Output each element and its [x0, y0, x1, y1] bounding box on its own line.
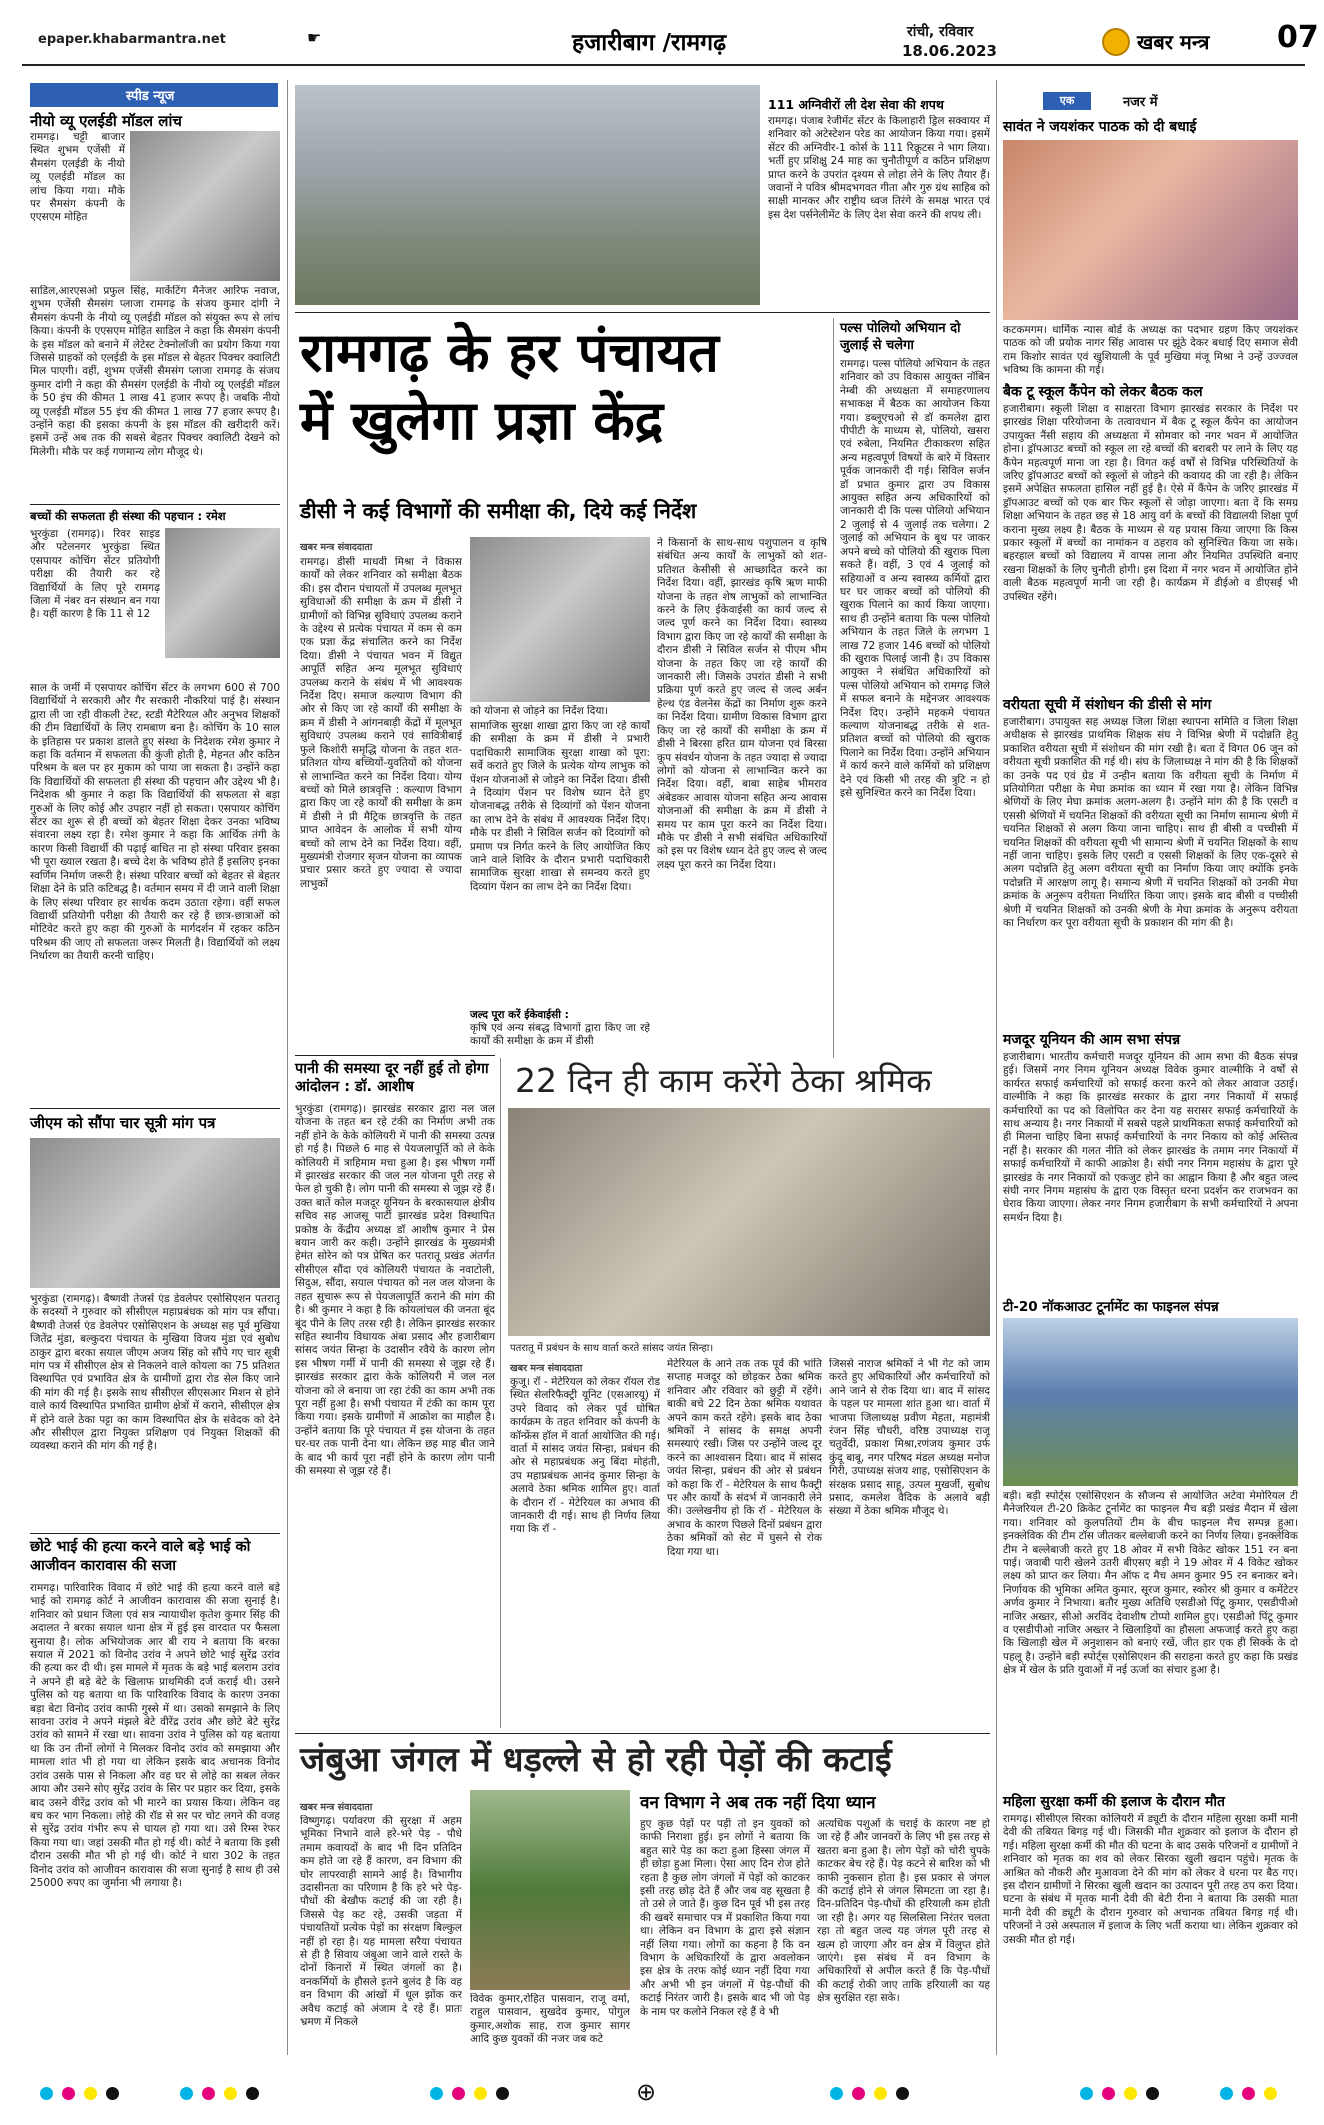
crosshair-icon: ⊕ [636, 2078, 657, 2106]
lead-column-b: सामाजिक सुरक्षा शाखा द्वारा किए जा रहे कार्यों की समीक्षा के क्रम में डीसी ने प्रभारी पदाधिकारी सामाजिक सुरक्षा शाखा को पूरा: सर्वे कराते हुए जिले के प्रत्येक योग्य लाभुक को पेंशन योजनाओं से जोड़ने का निर्देश दिया। डीसी ने दिव्यांग पेंशन पर विशेष ध्यान देते हुए योजनाबद्ध तरीके से दिव्यांगों को पेंशन योजना का लाभ देने के संबंध में आवश्यक निर्देश दिए। मौके पर डीसी ने सिविल सर्जन को दिव्यांगों को प्रमाण पत्र निर्गत करने के लिए आयोजित किए जाने वाले शिविर के दौरान प्रभारी पदाधिकारी सामाजिक सुरक्षा शाखा से समन्वय करते हुए दिव्यांग पेंशन का लाभ देने का निर्देश दिया। [470, 720, 650, 893]
lead-subheadline: डीसी ने कई विभागों की समीक्षा की, दिये कई निर्देश [300, 499, 697, 523]
contract-meeting-photo [508, 1108, 990, 1336]
right-story6-title: महिला सुरक्षा कर्मी की इलाज के दौरान मौत [1003, 1794, 1225, 1810]
right-story6-body: रामगढ़। सीसीएल सिरका कोलियरी में ड्यूटी के दौरान महिला सुरक्षा कर्मी मानी देवी की तबियत बिगड़ गई थी। जिसकी मौत शुक्रवार को इलाज के दौरान हो गई। महिला सुरक्षा कर्मी की मौत की घटना के बाद उसके परिजनों व ग्रामीणों ने शनिवार को मृतक का शव को लेकर सिरका खुली खदान पहुंचे। मृतक के आश्रित को नौकरी और मुआवजा देने की मांग को लेकर वे धरना पर बैठ गए। इस दौरान ग्रामीणों ने सिरका खुली खदान का उत्पादन पूरी तरह ठप करा दिया। घटना के संबंध में मृतक मानी देवी की बेटी रीना ने बताया कि उसकी माता मानी देवी की ड्यूटी के दौरान गुरुवार को अचानक तबियत बिगड़ गई थी। परिजनों ने उसे अस्पताल में इलाज के लिए भर्ती कराया था। लेकिन शुक्रवार को उसकी मौत हो गई। [1003, 1813, 1298, 1946]
story-samsung-body: साडिल,आरएसओ प्रफुल सिंह, मार्केटिंग मैनेजर आरिफ नवाज, शुभम एजेंसी सैमसंग प्लाजा रामगढ़ के संजय कुमार दांगी ने सैमसंग कंपनी के नीयो व्यू एलईडी मॉडल को संयुक्त रूप से लांच किया। कंपनी के एएसएम मोहित साडिल ने कहा कि सैमसंग कंपनी के इस मॉडल को बनाने में लेटेस्ट टेक्नोलॉजी का प्रयोग किया गया जिससे ग्राहकों को एलईडी के इस मॉडल से बेहतर पिक्चर क्वालिटी मिल पाएगी। वहीं, शुभम एजेंसी सैमसंग प्लाजा रामगढ़ के संजय कुमार दांगी ने कहा की सैमसंग एलईडी के नीयो व्यू एलईडी मॉडल के 50 इंच की कीमत 1 लाख 41 हजार रूपए है। जबकि नीयो व्यू एलईडी मॉडल 55 इंच की कीमत 1 लाख 77 हजार रूपए है। उन्होंने कहा की इसका कंपनी के इस मॉडल की खरीदारी करें। इसमें उन्हें अब तक की सबसे बेहतर पिक्चर क्वालिटी देखने को मिलेगी। मौके पर कई गणमान्य लोग मौजूद थे। [30, 285, 280, 458]
ek-najar-banner [1003, 92, 1298, 110]
right-story5-body: बड़ी। बड़ी स्पोर्ट्स एसोसिएशन के सौजन्य से आयोजित अटेवा मेमोरियल टी मैनेजरियल टी-20 क्रिकेट टूर्नामेंट का फाइनल मैच बड़ी प्रखंड मैदान में खेला गया। शनिवार को कुलपतियों टीम के बीच फाइनल मैच सम्पन्न हुआ। इनक्लेविक की टीम टॉस जीतकर बल्लेबाजी करने का निर्णय लिया। इनक्लेविक टीम ने बल्लेबाजी करते हुए 18 ओवर में सभी विकेट खोकर 151 रन बना पाई। जवाबी पारी खेलने उतरी बीएसए बड़ी ने 19 ओवर में 4 विकेट खोकर लक्ष्य को प्राप्त कर लिया। मैन ऑफ द मैच अमन कुमार 95 रन बनाकर बने। निर्णायक की भूमिका अमित कुमार, सूरज कुमार, स्कोरर श्री कुमार व कमेंटेटर अर्णव कुमार ने निभाया। बतौर मुख्य अतिथि एसडीओ पिंटू कुमार, एसडीपीओ नाजिर अख्तर, सीओ अरविंद देवाशीष टोप्पो शामिल हुए। एसडीओ पिंटू कुमार व एसडीपीओ नाजिर अख्तर ने खिलाड़ियों का हौसला अफजाई करते हुए कहा कि खिलाड़ी खेल में अनुशासन को बनाएं रखें, जीत हार एक ही सिक्के के दो पहलू है। उन्होंने बड़ी स्पोर्ट्स एसोसिएशन की सराहना करते हुए कहा कि प्रखंड क्षेत्र में खेल के प्रति युवाओं में नई ऊर्जा का संचार हुआ है। [1003, 1490, 1298, 1677]
lead-column-c: ने किसानों के साथ-साथ पशुपालन व कृषि संबंधित अन्य कार्यों के लाभुकों को शत-प्रतिशत केसीसी से आच्छादित करने का निर्देश दिया। वहीं, झारखंड कृषि ऋण माफी योजना के तहत शेष लाभुकों को लाभान्वित करने के लिए ईकेवाईसी का कार्य जल्द से जल्द पूर्ण करने का निर्देश दिया। स्वास्थ्य विभाग द्वारा किए जा रहे कार्यों की समीक्षा के दौरान डीसी ने सिविल सर्जन से पीएम भीम योजना के तहत किए जा रहे कार्यों की जानकारी ली। जिसके उपरांत डीसी ने सभी प्रक्रिया पूर्ण करते हुए जल्द से जल्द अर्बन हेल्थ एंड वेलनेस केंद्रों का निर्माण शुरू करने का निर्देश दिया। ग्रामीण विकास विभाग द्वारा किए जा रहे कार्यों की समीक्षा के क्रम में डीसी ने बिरसा हरित ग्राम योजना एवं बिरसा कूप संवर्धन योजना के तहत ज्यादा से ज्यादा लोगों को योजना से लाभान्वित करने का निर्देश दिया। वहीं, बाबा साहेब भीमराव अंबेडकर आवास योजना सहित अन्य आवास योजनाओं की समीक्षा के क्रम में डीसी ने समय पर काम पूरा करने का निर्देश दिया। मौके पर डीसी ने सभी संबंधित अधिकारियों को इस पर विशेष ध्यान देते हुए जल्द से जल्द लक्ष्य पूरा करने का निर्देश दिया। [657, 537, 827, 871]
right-story5-title: टी-20 नॉकआउट टूर्नामेंट का फाइनल संपन्न [1003, 1299, 1219, 1315]
issue-date: 18.06.2023 [902, 42, 997, 60]
forest-column-b: हुए कुछ पेड़ों पर पड़ी तो इन युवकों को काफी निराशा हुई। इन लोगों ने बताया कि बहुत सारे पेड़ का कटा हुआ हिस्सा जंगल में ही छोड़ा हुआ मिला। ऐसा आए दिन रोज होते रहता है कुछ लोग जंगलों में पेड़ों को काटकर इसी तरह छोड़ देते हैं और जब वह सूखता है तो उसे ले जाते हैं। कुछ दिन पूर्व भी इस तरह की खबरें समाचार पत्र में प्रकाशित किया गया था। लेकिन वन विभाग के द्वारा इसे संज्ञान नहीं लिया गया। लोगों का कहना है कि वन विभाग के अधिकारियों के द्वारा अवलोकन इस क्षेत्र के तरफ कोई ध्यान नहीं दिया गया और अभी भी इन जंगलों में पेड़-पौधों की कटाई निरंतर जारी है। इसके बाद भी जो पेड़ के नाम पर कलोने निकल रहे हैं वे भी [640, 1818, 810, 2018]
contract-column-a: कुजू। रॉ - मेटेरियल को लेकर रॉयल रोड स्थित सेलरिफैक्ट्री यूनिट (एसआरयू) में उपरे विवाद को लेकर पूर्व घोषित कार्यक्रम के तहत शनिवार को कंपनी के कॉन्फ्रेंस हॉल में वार्ता आयोजित की गई। वार्ता में सांसद जयंत सिन्हा, प्रबंधन की ओर से महाप्रबंधक अनु बिंदा मोहंती, उप महाप्रबंधक आनंद कुमार सिन्हा के अलावे ठेका श्रमिक शामिल हुए। वार्ता के दौरान रॉ - मेटेरियल का अभाव की जानकारी दी गई। साथ ही निर्णय लिया गया कि रॉ - [510, 1376, 660, 1536]
story-coaching-title: बच्चों की सफलता ही संस्था की पहचान : रमेश [30, 509, 226, 523]
lead-column-b-top: को योजना से जोड़ने का निर्देश दिया। [470, 705, 609, 717]
coaching-director-photo [165, 528, 280, 658]
cricket-team-photo [1003, 1318, 1298, 1486]
forest-photo-caption: विवेक कुमार,रोहित पासवान, राजू वर्मा, राहुल पासवान, सुखदेव कुमार, पोगुल कुमार,अशोक साह, राज कुमार सागर आदि कुछ युवकों की नजर जब कटे [470, 1993, 630, 2046]
story-coaching-body: साल के जमीं में एसपायर कोचिंग सेंटर के लगभग 600 से 700 विद्यार्थियों ने सरकारी और गैर सरकारी नौकरियां पाई है। संस्थान द्वारा ली जा रही वीकली टेस्ट, स्टडी मैटेरियल और अनुभव शिक्षकों की टीम विद्यार्थियों के लिए रामबाण बना है। कोचिंग के 10 साल के इतिहास पर प्रकाश डालते हुए संस्था के निदेशक रमेश कुमार ने कहा कि वर्तमान में सफलता की कुंजी होती है, मेहनत और कठिन परिश्रम के बल पर हर मुकाम को पाया जा सकता है। उन्होंने कहा कि विद्यार्थियों की सफलता ही संस्था की पहचान और उद्देश्य भी है। निदेशक श्री कुमार ने कहा कि विद्यार्थियों की सफलता से बड़ा गुरुओं के लिए कोई और उपहार नहीं हो सकता। एसपायर कोचिंग सेंटर का शुरू से ही बच्चों को बेहतर शिक्षा देकर उनका भविष्य संवारना लक्ष्य रहा है। रमेश कुमार ने कहा कि आर्थिक तंगी के कारण किसी विद्यार्थी की पढ़ाई बाधित ना हो संस्था परिवार इसका भी पूरा ख्याल रखता है। बच्चे देश के भविष्य होते हैं इसलिए इनका स्वर्णिम निर्माण जरूरी है। संस्था परिवार बच्चों को बेहतर से बेहतर शिक्षा देने के प्रति कटिबद्ध है। वर्तमान समय में दी जाने वाली शिक्षा के लिए संस्था परिवार हर सार्थक कदम उठाता रहेगा। वहीं सफल विद्यार्थी प्रतियोगी परीक्षा की तैयारी कर रहे हैं छात्र-छात्राओं को मोटिवेट करते हुए कहा की गुरुओं के मार्गदर्शन में रहकर कठिन परिश्रम की जाए तो सफलता जरूर मिलती है। विद्यार्थियों को लक्ष्य निर्धारण का तैयारी करनी चाहिए। [30, 682, 280, 963]
polio-body: रामगढ़। पल्स पोलियो अभियान के तहत शनिवार को उप विकास आयुक्त नॉबिन नेम्बी की अध्यक्षता में समाहरणालय सभाकक्ष में बैठक का आयोजन किया गया। डब्लूएचओ से डॉ कमलेश द्वारा पीपीटी के माध्यम से, पोलियो, खसरा एवं रुबेला, नियमित टीकाकरण सहित अन्य महत्वपूर्ण विषयों के बारे में विस्तार पूर्वक जानकारी दी गई। सिविल सर्जन डॉ प्रभात कुमार द्वारा उप विकास आयुक्त सहित अन्य अधिकारियों को जानकारी दी कि पल्स पोलियो अभियान 2 जुलाई से 4 जुलाई तक चलेगा। 2 जुलाई को अभियान के बूथ पर जाकर अपने बच्चे को पोलियो की खुराक पिला सकते हैं। वहीं, 3 एवं 4 जुलाई को सहियाओं व अन्य स्वास्थ्य कर्मियों द्वारा घर घर जाकर बच्चों को पोलियो की खुराक पिलाने का कार्य किया जाएगा। साथ ही उन्होंने बताया कि पल्स पोलियो अभियान के तहत जिले के लगभग 1 लाख 72 हजार 146 बच्चों को पोलियो की खुराक पिलाई जानी है। उप विकास आयुक्त ने संबंधित अधिकारियों को पल्स पोलियो अभियान को रामगढ़ जिले में सफल बनाने के मद्देनजर आवश्यक निर्देश दिए। उन्होंने महकमे पंचायत कल्याण योजनाबद्ध तरीके से शत-प्रतिशत बच्चों को पोलियो की खुराक पिलाने का निर्देश दिया। उन्होंने अभियान में कार्य करने वाले कर्मियों को प्रशिक्षण देने एवं किसी भी तरह की त्रुटि न हो इसे सुनिश्चित करने का निर्देश दिया। [840, 358, 990, 799]
right-story1-title: सावंत ने जयशंकर पाठक को दी बधाई [1003, 119, 1197, 135]
hand-icon: ☛ [307, 28, 322, 47]
story-coaching-lead: भुरकुंडा (रामगढ़)। रिवर साइड और पटेलनगर भुरकुंडा स्थित एसपायर कोचिंग सेंटर प्रतियोगी परीक्षा की तैयारी कर रहे विद्यार्थियों के लिए पूरे रामगढ़ जिला में नंबर वन संस्थान बन गया है। यहीं कारण है कि 11 से 12 [30, 528, 160, 621]
right-story4-body: हजारीबाग। भारतीय कर्मचारी मजदूर यूनियन की आम सभा की बैठक संपन्न हुई। जिसमें नगर निगम यूनियन अध्यक्ष विवेक कुमार वाल्मीकि ने वर्षों से कार्यरत सफाई कर्मचारियों को सफाई करना करने को लेकर आवाज उठाई। वाल्मीकि ने कहा कि झारखंड सरकार के द्वारा नगर निकायों में सफाई कर्मचारियों का पद को विलोपित कर देना यह सरासर सफाई कर्मचारियों के साथ अन्याय है। नगर निकायों में सबसे पहले प्राथमिकता सफाई कर्मचारियों को ही मिलना चाहिए बिना सफाई कर्मचारियों के नगर निकाय को कोई अस्तित्व नहीं है। सरकार की गलत नीति को लेकर झारखंड के तमाम नगर निकायों में सफाई कर्मचारियों में काफी आक्रोश है। संघी नगर निगम महासंघ के द्वारा पूरे झारखंड के नगर निकायों को एकजुट होने का आह्वान किया है और बहुत जल्द संघी नगर निगम महासंघ के द्वारा एक विस्तृत धरना प्रदर्शन कर राजभवन का घेराव किया जाएगा। लेकर नगर निगम हजारीबाग के सभी कर्मचारियों ने अपना समर्थन दिया है। [1003, 1051, 1298, 1224]
lead-headline-line1: रामगढ़ के हर पंचायत [300, 321, 719, 384]
dc-meeting-photo [470, 537, 650, 702]
site-url[interactable]: epaper.khabarmantra.net [38, 32, 226, 47]
right-story2-title: बैक टू स्कूल कैंपेन को लेकर बैठक कल [1003, 384, 1203, 400]
print-registration-marks [0, 2075, 1324, 2115]
forest-column-c: अत्यधिक पशुओं के चराई के कारण नष्ट हो जा रहे हैं और जानवरों के लिए भी इस तरह से खतरा बना हुआ है। लोग पेड़ों को चोरी चुपके काटकर बेच रहे हैं। पेड़ कटने से बारिश को भी काफी नुकसान होता है। इस प्रकार से जंगल की कटाई होने से जंगल सिमटता जा रहा है। दिन-प्रतिदिन पेड़-पौधों की हरियाली कम होती जा रही है। अगर यह सिलसिला निरंतर चलता रहा तो बहुत जल्द यह जंगल पूरी तरह से खत्म हो जाएगा और वन क्षेत्र में विलुप्त होते जाएंगे। इस संबंध में वन विभाग के अधिकारियों से अपील करते हैं कि पेड़-पौधों की कटाई रोकी जाए ताकि हरियाली का यह क्षेत्र सुरक्षित रहा सके। [817, 1818, 990, 2005]
forest-subheadline: वन विभाग ने अब तक नहीं दिया ध्यान [640, 1793, 876, 1813]
ek-label: एक [1043, 92, 1091, 110]
contract-column-c: जिससे नाराज श्रमिकों ने भी गेट को जाम करते हुए अधिकारियों और कर्मचारियों को आने जाने से रोक दिया था। बाद में सांसद के पहल पर मामला शांत हुआ था। वार्ता में भाजपा जिलाध्यक्ष प्रवीण मेहता, महामंत्री रंजन सिंह चौधरी, वरिष्ठ उपाध्यक्ष राजू चतुर्वेदी, प्रकाश मिश्रा,रणंजय कुमार उर्फ कुंदू बाबू, नगर परिषद मंडल अध्यक्ष मनोज गिरी, उपाध्यक्ष संजय शाह, एसोसिएशन के संरक्षक प्रसाद साहू, उत्पल मुखर्जी, सुबोध प्रसाद, कमलेश वैदिक के अलावे बड़ी संख्या में ठेका श्रमिक मौजूद थे। [829, 1358, 990, 1518]
right-story4-title: मजदूर यूनियन की आम सभा संपन्न [1003, 1032, 1181, 1048]
edition-name: हजारीबाग /रामगढ़ [572, 30, 727, 56]
speed-news-label: स्पीड न्यूज [126, 89, 175, 104]
speed-news-banner [30, 83, 278, 107]
story-murder-body: रामगढ़। पारिवारिक विवाद में छोटे भाई की हत्या करने वाले बड़े भाई को रामगढ़ कोर्ट ने आजीवन कारावास की सजा सुनाई है। शनिवार को प्रधान जिला एवं सत्र न्यायाधीश कृतेश कुमार सिंह की अदालत ने बरका सयाल थाना क्षेत्र में हुई इस वारदात पर फैसला सुनाया है। लोक अभियोजक आर बी राय ने बताया कि बरका सयाल में 2021 को विनोद उरांव ने अपने छोटे भाई सुरेंद्र उरांव की हत्या कर दी थी। इस मामले में मृतक के बड़े भाई बलराम उरांव ने अपने ही बड़े बेटे के खिलाफ प्राथमिकी दर्ज कराई थी। उसने पुलिस को यह बताया था कि पारिवारिक विवाद के कारण उनका बड़ा बेटा विनोद उरांव काफी गुस्से में था। उसको समझाने के लिए सावना उरांव ने अपने मंझले बेटे वीरेंद्र उरांव और छोटे बेटे सुरेंद्र उरांव को सामने में रखा था। सावना उरांव ने पुलिस को यह बताया था कि उन तीनों लोगों ने मिलकर विनोद उरांव को समझाया और मामला शांत भी हो गया था लेकिन इसके बाद अचानक विनोद उरांव उसके पास से निकला और वह घर से लोहे का सबल लेकर आया और उसने सोए सुरेंद्र उरांव के सिर पर प्रहार कर दिया, इसके बाद उसने वीरेंद्र उरांव को भी मारने का प्रयास किया। लेकिन वह बच कर भाग निकला। लोहे की रॉड से सर पर चोट लगने की वजह से सुरेंद्र उरांव गंभीर रूप से घायल हो गया था। उसे रिम्स रेफर किया गया था। जहां उसकी मौत हो गई थी। कोर्ट ने बताया कि इसी दौरान उसकी मौत भी हो गई थी। कोर्ट ने धारा 302 के तहत विनोद उरांव को आजीवन कारावास की सजा सुनाई है साथ ही उसे 25000 रुपए का जुर्माना भी लगाया है। [30, 1582, 280, 1889]
agniveer-parade-photo [295, 85, 760, 305]
city-day: रांची, रविवार [907, 24, 974, 40]
contract-byline: खबर मन्त्र संवाददाता [510, 1363, 583, 1374]
polio-title: पल्स पोलियो अभियान दो जुलाई से चलेगा [840, 321, 961, 353]
lead-column-b-end: कृषि एवं अन्य संबद्ध विभागों द्वारा किए जा रहे कार्यों की समीक्षा के क्रम में डीसी [470, 1022, 650, 1048]
water-body: भुरकुंडा (रामगढ़)। झारखंड सरकार द्वारा नल जल योजना के तहत बन रहे टंकी का निर्माण अभी तक नहीं होने के केके कोलियरी में पानी की समस्या उत्पन्न हो गई है। पिछले 6 माह से पेयजलापूर्ति को ले केके कोलियरी में त्राहिमाम मचा हुआ है। इस भीषण गर्मी में झारखंड सरकार की जल नल योजना पूरी तरह से फेल हो चुकी है। लोग पानी की समस्या से जूझ रहे हैं। उक्त बातें कोल मजदूर यूनियन के बरकासयाल क्षेत्रीय सचिव सह आजसू पार्टी झारखंड प्रदेश विस्थापित प्रकोष्ठ के केंद्रीय अध्यक्ष डॉ आशीष कुमार ने प्रेस बयान जारी कर कही। उन्होंने झारखंड के मुख्यमंत्री हेमंत सोरेन को पत्र प्रेषित कर पतरातू प्रखंड अंतर्गत सीसीएल सौंदा एवं कोलियरी पंचायत के नवाटोली, सिदुअ, सौंदा, सयाल पंचायत को नल जल योजना के तहत सुचारू रूप से पेयजलापूर्ति कराने की मांग की है। श्री कुमार ने कहा है कि कोयलांचल की जनता बूंद बूंद पीने के लिए तरस रही है। लेकिन झारखंड सरकार सहित स्थानीय विधायक अंबा प्रसाद और हजारीबाग सांसद जयंत सिन्हा के उदासीन रवैये के कारण लोग इस भीषण गर्मी में पानी की समस्या से जूझ रहे हैं। झारखंड सरकार द्वारा केके कोलियरी में जल नल योजना को ले बनाया जा रहा टंकी का काम अभी तक पूरा नहीं हुआ है। सभी पंचायत में टंकी का काम पूरा किया गया। इसके ग्रामीणों में आक्रोश का माहौल है। उन्होंने बताया कि पूरे पंचायत में इस योजना के तहत घर-घर तक पानी देना था। लेकिन छह माह बीत जाने के बाद भी कार्य पूरा नहीं होने के कारण लोग पानी की समस्या से जूझ रहे हैं। [295, 1103, 495, 1477]
right-story2-body: हजारीबाग। स्कूली शिक्षा व साक्षरता विभाग झारखंड सरकार के निर्देश पर झारखंड शिक्षा परियोजना के तत्वावधान में बैक टू स्कूल कैंपेन का आयोजन उपायुक्त नैंसी सहाय की अध्यक्षता में सोमवार को नगर भवन में आयोजित होना। ड्रॉपआउट बच्चों को स्कूल ला रहे बच्चों की बराबरी पर लाने के लिए यह कैंपेन महत्वपूर्ण माना जा रहा है। विगत कई वर्षों से विभिन्न परिस्थितियों के जरिए ड्रॉपआउट बच्चों को स्कूलों से जोड़ने की कवायद की जा रही है। लेकिन इसमें अपेक्षित सफलता हासिल नहीं हुई है। ऐसे में कैंपेन के जरिए झारखंड में ड्रॉपआउट बच्चों को एक बार फिर स्कूलों से जोड़ा जाएगा। बता दें कि समग्र शिक्षा अभियान के तहत छह से 18 आयु वर्ग के बच्चों की विद्यालयी शिक्षा पूर्ण कराना मुख्य लक्ष्य है। बैठक के माध्यम से यह प्रयास किया जाएगा कि किस प्रकार स्कूलों में बच्चों का नामांकन व ठहराव को सुनिश्चित किया जा सके। बहरहाल बच्चों को विद्यालय में वापस लाना और नियमित उपस्थिति बनाए रखना शिक्षकों के लिए चुनौती होगी। इस दिशा में नगर भवन में आयोजित होने वाली बैठक महत्वपूर्ण मानी जा रही है। कार्यक्रम में डीईओ व डीएसई भी उपस्थित रहेंगे। [1003, 403, 1298, 603]
right-story3-body: हजारीबाग। उपायुक्त सह अध्यक्ष जिला शिक्षा स्थापना समिति व जिला शिक्षा अधीक्षक से झारखंड प्राथमिक शिक्षक संघ ने विभिन्न श्रेणी में पदोन्नति हेतु प्रकाशित वरीयता सूची में संशोधन की मांग रखी है। बता दें विगत 06 जून को वरीयता सूची प्रकाशित की गई थी। संघ के जिलाध्यक्ष ने मांग की है कि शिक्षकों का उनके पद एवं ग्रेड में उन्हीन बताया कि वरीयता सूची के निर्माण में प्रतियोगिता परीक्षा के मेघा क्रमांक का ध्यान में रखा गया है। लेकिन विभिन्न श्रेणियों के लिए मेघा क्रमांक अलग-अलग है। उन्होंने मांग की है कि एसटी व एससी श्रेणियों में चयनित शिक्षकों की वरीयता सूची का निर्माण सामान्य श्रेणी में चयनित शिक्षकों से अलग किया जाना चाहिए। साथ ही बीसी व पच्चीसी में चयनित शिक्षकों की वरीयता सूची भी सामान्य श्रेणी में चयनित शिक्षकों के साथ नहीं जाना चाहिए। इसके लिए एसटी व एससी शिक्षकों के लिए एक-दूसरे से अलग पदोन्नति हेतु अलग वरीयता सूची का निर्माण किया जाए क्योंकि इनके पदोन्नति में आरक्षण लागू है। समान्य श्रेणी में चयनित शिक्षकों को उनकी मेघा क्रमांक के अनुरूप वरीयता निर्धारित किया जाए। इसके बाद बीसी व पच्चीसी श्रेणी में चयनित शिक्षकों को उनकी श्रेणी के मेघा क्रमांक के अनुरूप वरीयता का निर्धारण कर पूरा वरीयता सूची के प्रकाशन की मांग की है। [1003, 716, 1298, 930]
lead-column-b-subhead: जल्द पूरा करें ईकेवाईसी : [470, 1009, 569, 1021]
forest-column-a: विष्णुगढ़। पर्यावरण की सुरक्षा में अहम भूमिका निभाने वाले हरे-भरे पेड़ - पौधे तमाम कवायदों के बाद भी दिन प्रतिदिन कम होते जा रहे हैं कारण, वन विभाग की घोर लापरवाही सामने आई है। विभागीय उदासीनता का परिणाम है कि हरे भरे पेड़-पौधों की बेखौफ कटाई की जा रही है। जिससे पेड़ कट रहे, उसकी जड़ता में पंचायतियों प्रत्येक पेड़ों का संरक्षण बिल्कुल नहीं हो रहा है। यह मामला सरैया पंचायत से ही है सिवाय जंबुआ जाने वाले रास्ते के दोनों किनारों में स्थित जंगलों का है। वनकर्मियों के हौसले इतने बुलंद है कि वह वन विभाग की आंखों में धूल झोंक कर अवैध कटाई को अंजाम दे रहे हैं। प्रातः भ्रमण में निकले [300, 1815, 462, 2029]
right-story3-title: वरीयता सूची में संशोधन की डीसी से मांग [1003, 697, 1212, 713]
lead-headline-line2: में खुलेगा प्रज्ञा केंद्र [300, 389, 664, 452]
agniveer-title: 111 अग्निवीरों ली देश सेवा की शपथ [768, 97, 944, 112]
gm-memorandum-photo [30, 1138, 280, 1288]
forest-headline: जंबुआ जंगल में धड़ल्ले से हो रही पेड़ों की कटाई [300, 1740, 892, 1780]
contract-photo-caption: पतरातू में प्रबंधन के साथ वार्ता करते सांसद जयंत सिन्हा। [510, 1343, 714, 1354]
contract-column-b: मेटेरियल के आने तक तक पूर्व की भांति सप्ताह मजदूर को छोड़कर ठेका श्रमिक शनिवार और रविवार को छुट्टी में रहेंगे। बाकी बचे 22 दिन ठेका श्रमिक यथावत अपने काम करते रहेंगे। इसके बाद ठेका श्रमिकों ने सांसद के समक्ष अपनी समस्याएं रखी। जिस पर उन्होंने जल्द दूर करने का आश्वासन दिया। बाद में सांसद जयंत सिन्हा, प्रबंधन की ओर से प्रबंधन को कहा कि रॉ - मेटेरियल के साथ फैक्ट्री पर और कार्यों के संदर्भ में जानकारी लेने की। उल्लेखनीय हो कि रॉ - मेटेरियल के अभाव के कारण पिछले दिनों प्रबंधन द्वारा ठेका श्रमिकों को सेट में घुसने से रोक दिया गया था। [667, 1358, 822, 1558]
agniveer-body: रामगढ़। पंजाब रेजीमेंट सेंटर के किलाहारी ड्रिल सक्वायर में शनिवार को अटेस्टेशन परेड का आयोजन किया गया। इसमें सेंटर की अग्निवीर-1 कोर्स के 111 रिक्रूटस ने भाग लिया। भर्ती हुए प्रशिक्षु 24 माह का चुनौतीपूर्ण व कठिन प्रशिक्षण प्राप्त करने के उपरांत दृश्यम से लोहा लेने के लिए तैयार हैं। जवानों ने पवित्र श्रीमदभगवत गीता और गुरु ग्रंथ साहिब को साक्षी मानकर और राष्ट्रीय ध्वज तिरंगे के समक्ष भारत एवं इस देश पर्सनेलीमेंट के लिए देश सेवा करने की शपथ ली। [768, 115, 990, 221]
samsung-photo [130, 131, 280, 281]
contract-headline: 22 दिन ही काम करेंगे ठेका श्रमिक [515, 1061, 932, 1100]
water-title: पानी की समस्या दूर नहीं हुई तो होगा आंदोलन : डॉ. आशीष [295, 1061, 489, 1095]
masthead [22, 20, 1319, 66]
lead-column-a: रामगढ़। डीसी माधवी मिश्रा ने विकास कार्यों को लेकर शनिवार को समीक्षा बैठक की। इस दौरान पंचायतों में उपलब्ध मूलभूत सुविधाओं की समीक्षा के क्रम में डीसी ने ग्रामीणों को विभिन्न सुविधाएं उपलब्ध कराने के उद्देश्य से प्रत्येक पंचायत में कम से कम एक प्रज्ञा केंद्र संचालित करने का निर्देश दिया। डीसी ने पंचायत भवन में विद्युत आपूर्ति सहित अन्य मूलभूत सुविधाएं उपलब्ध कराने के संबंध में भी आवश्यक निर्देश दिए। समाज कल्याण विभाग की ओर से किए जा रहे कार्यों की समीक्षा के क्रम में डीसी ने आंगनबाड़ी केंद्रों में मूलभूत सुविधाएं उपलब्ध कराने एवं सावित्रीबाई फुले किशोरी समृद्धि योजना के तहत शत-प्रतिशत योग्य बच्चियों-युवतियों को योजना से लाभान्वित करने का निर्देश दिया। योग्य बच्चों को मिले छात्रवृत्ति : कल्याण विभाग द्वारा किए जा रहे कार्यों की समीक्षा के क्रम में डीसी ने प्री मैट्रिक छात्रवृत्ति के तहत प्राप्त आवेदन के आलोक में सभी योग्य बच्चों को लाभ देने का निर्देश दिया। वहीं, मुख्यमंत्री रोजगार सृजन योजना का व्यापक प्रचार प्रसार करते हुए ज्यादा से ज्यादा लाभुकों [300, 556, 462, 890]
story-samsung-title: नीयो व्यू एलईडी मॉडल लांच [30, 112, 182, 130]
forest-byline: खबर मन्त्र संवाददाता [300, 1802, 373, 1813]
pathak-photo [1003, 140, 1298, 320]
najar-label: नजर में [1123, 95, 1158, 110]
story-murder-title: छोटे भाई की हत्या करने वाले बड़े भाई को आजीवन कारावास की सजा [30, 1539, 251, 1574]
brand-logo-icon [1102, 28, 1130, 56]
story-gm-title: जीएम को सौंपा चार सूत्री मांग पत्र [30, 1114, 216, 1132]
brand-name: खबर मन्त्र [1137, 30, 1210, 54]
lead-byline: खबर मन्त्र संवाददाता [300, 542, 373, 553]
right-story1-body: कटकमगम। धार्मिक न्यास बोर्ड के अध्यक्ष का पदभार ग्रहण किए जयशंकर पाठक को जी प्रयोक नागर सिंह आवास पर झूंठे देकर बधाई दिए समाज सेवी राम किशोर सावंत एवं खुशियाली के पूर्व मुखिया मंजू मिश्रा ने उन्हें उज्ज्वल भविष्य कि कामना की गई। [1003, 324, 1298, 377]
page-number: 07 [1277, 20, 1319, 55]
story-gm-body: भुरकुंडा (रामगढ़)। बैष्णवी तेजर्स एंड डेवलेपर एसोसिएशन पतरातू के सदस्यों ने गुरुवार को सीसीएल महाप्रबंधक को मांग पत्र सौंपा। बैष्णवी तेजर्स एंड डेवलेपर एसोसिएशन के अध्यक्ष सह पूर्व मुखिया जितेंद्र मुंडा, बल्कुदरा पंचायत के मुखिया विजय मुंडा एवं सुबोध ठाकुर द्वारा बरका सयाल जीएम अजय सिंह को सौंपे गए चार सूत्री मांग पत्र में सीसीएल क्षेत्र से निकलने वाले कोयला का 75 प्रतिशत विस्थापित एवं प्रभावित क्षेत्र के ग्रामीणों द्वारा रोड सेल किए जाने की मांग की गई है। इसके साथ सीसीएल सीएसआर मिशन से होने वाले कार्य विस्थापित प्रभावित ग्रामीण क्षेत्रों में कराने, सीसीएल क्षेत्र में होने वाले ठेका पट्टा का काम विस्थापित क्षेत्र के संवेदक को देने और सीसीएल द्वारा नियुक्त प्रशिक्षण एवं नियुक्त शिक्षकों की व्यवस्था कराने की मांग की गई है। [30, 1293, 280, 1453]
story-samsung-lead: रामगढ़। चट्टी बाजार स्थित शुभम एजेंसी में सैमसंग एलईडी के नीयो व्यू एलईडी मॉडल का लांच किया गया। मौके पर सैमसंग कंपनी के एएसएम मोहित [30, 131, 125, 224]
forest-photo [470, 1790, 630, 1990]
